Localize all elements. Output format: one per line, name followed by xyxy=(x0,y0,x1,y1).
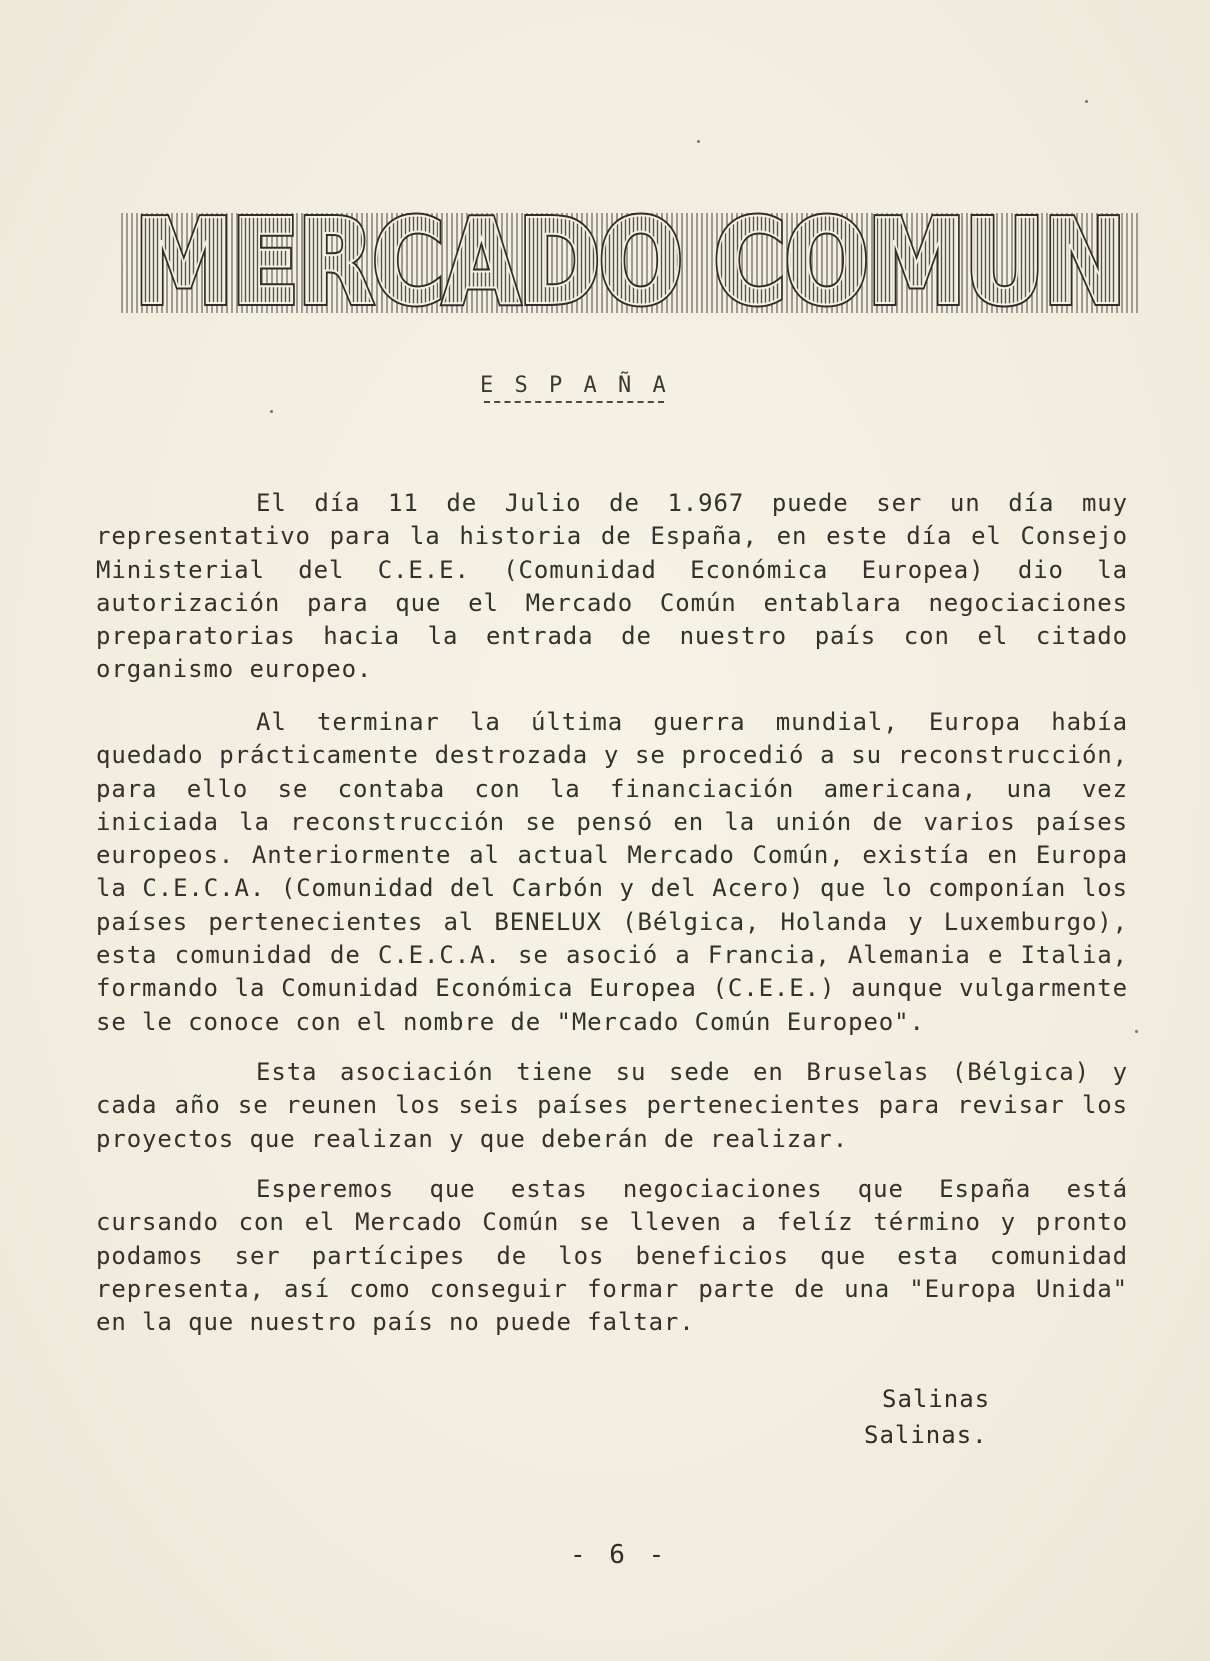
banner-title-highlight: MERCADO COMUN xyxy=(134,205,1124,330)
subtitle-underline xyxy=(484,401,664,403)
section-subtitle: E S P A Ñ A xyxy=(480,373,670,398)
paragraph-2: Al terminar la última guerra mundial, Europa había quedado prácticamente destrozada y se procedió a su reconstrucción, para ello se contaba con la financiación americana, una vez iniciada la reconstrucción se pensó en la unión de varios países europeos. Anteriormente al actual Mercado Común, existía en Europa la C.E.C.A. (Comunidad del Carbón y del Acero) que lo componían los países pertenecientes al BENELUX (Bélgica, Holanda y Luxemburgo), esta comunidad de C.E.C.A. se asoció a Francia, Alemania e Italia, formando la Comunidad Económica Europea (C.E.E.) aunque vulgarmente se le conoce con el nombre de "Mercado Común Europeo". xyxy=(96,708,1128,1036)
paper-speck xyxy=(270,410,273,413)
paper-speck xyxy=(1135,1030,1138,1033)
banner-title: MERCADO COMUN xyxy=(134,205,1124,330)
page-number: - 6 - xyxy=(570,1540,669,1570)
paragraph-4: Esperemos que estas negociaciones que España está cursando con el Mercado Común se lleven a felíz término y pronto podamos ser partícipes de los beneficios que esta comunidad representa, así como conseguir formar parte de una "Europa Unida" en la que nuestro país no puede faltar. xyxy=(96,1175,1128,1337)
paragraph-1: El día 11 de Julio de 1.967 puede ser un día muy representativo para la historia de España, en este día el Consejo Ministerial del C.E.E. (Comunidad Económica Europea) dio la autorización para que el Mercado Común entablara negociaciones preparatorias hacia la entrada de nuestro país con el citado organismo europeo. xyxy=(96,489,1128,684)
paper-speck xyxy=(1085,100,1088,103)
signature-line-1: Salinas xyxy=(882,1385,991,1413)
title-banner xyxy=(120,205,1138,330)
paragraph-3: Esta asociación tiene su sede en Bruselas (Bélgica) y cada año se reunen los seis países pertenecientes para revisar los proyectos que realizan y que deberán de realizar. xyxy=(96,1058,1128,1153)
signature-line-2: Salinas. xyxy=(864,1421,988,1449)
paper-speck xyxy=(697,140,700,143)
